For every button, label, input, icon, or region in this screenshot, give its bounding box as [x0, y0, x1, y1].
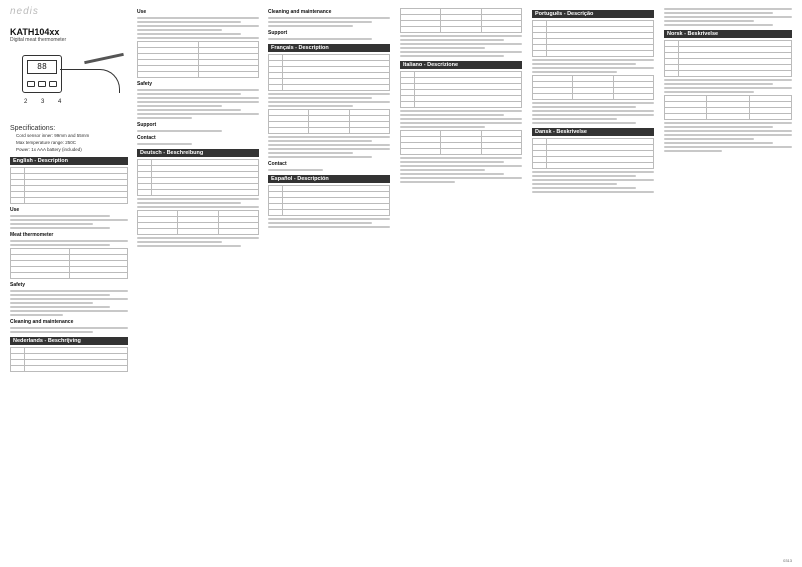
button-icon	[49, 81, 57, 87]
heading-contact: Contact	[268, 161, 287, 167]
section-title: Italiano - Descrizione	[400, 61, 522, 69]
temperature-table	[10, 248, 128, 279]
parts-table	[10, 167, 128, 204]
specs-title: Specifications:	[10, 125, 56, 132]
heading-contact: Contact	[137, 135, 156, 141]
spec-item: Cord sensor inner: 99mm and 55mm	[16, 133, 90, 138]
parts-table	[268, 185, 390, 216]
parts-table	[268, 54, 390, 91]
product-code: KATH104xx	[10, 27, 60, 37]
column-1	[10, 6, 128, 558]
spec-item: Power: 1x AAA battery (included)	[16, 147, 82, 152]
brand-logo: nedis	[10, 6, 39, 17]
temperature-table	[664, 95, 792, 120]
part-numbers: 2 3 4	[24, 99, 68, 105]
heading-safety: Safety	[137, 81, 153, 87]
section-title: English - Description	[10, 157, 128, 165]
thermometer-display: 88	[27, 60, 57, 74]
temperature-table	[400, 130, 522, 155]
temperature-table	[137, 41, 259, 78]
column-3	[268, 6, 390, 558]
heading-cleaning: Cleaning and maintenance	[268, 9, 332, 15]
temperature-table	[268, 109, 390, 134]
probe-icon	[84, 53, 124, 64]
product-subtitle: Digital meat thermometer	[10, 37, 67, 43]
heading-support: Support	[268, 30, 288, 36]
spec-item: Max temperature range: 250C	[16, 140, 77, 145]
section-title: Português - Descrição	[532, 10, 654, 18]
heading-safety: Safety	[10, 282, 26, 288]
section-title: Norsk - Beskrivelse	[664, 30, 792, 38]
button-icon	[38, 81, 46, 87]
column-2	[137, 6, 259, 558]
section-title: Français - Description	[268, 44, 390, 52]
heading-cleaning: Cleaning and maintenance	[10, 319, 74, 325]
parts-table	[532, 20, 654, 57]
heading-support: Support	[137, 122, 157, 128]
heading-use: Use	[10, 207, 20, 213]
temperature-table	[532, 75, 654, 100]
parts-table	[532, 138, 654, 169]
section-title: Deutsch - Beschreibung	[137, 149, 259, 157]
page-code: 0313	[783, 558, 792, 563]
button-icon	[27, 81, 35, 87]
column-4	[400, 6, 522, 558]
temperature-table	[400, 8, 522, 33]
column-6	[664, 6, 792, 558]
heading-use: Use	[137, 9, 147, 15]
probe-cable	[60, 69, 120, 93]
temperature-table	[137, 210, 259, 235]
parts-table	[664, 40, 792, 77]
parts-table	[137, 159, 259, 196]
thermometer-body	[22, 55, 62, 93]
parts-table	[400, 71, 522, 108]
device-illustration	[10, 49, 128, 119]
parts-table	[10, 347, 128, 372]
section-title: Nederlands - Beschrijving	[10, 337, 128, 345]
column-5	[532, 6, 654, 558]
section-title: Español - Descripción	[268, 175, 390, 183]
heading-meat: Meat thermometer	[10, 232, 54, 238]
section-title: Dansk - Beskrivelse	[532, 128, 654, 136]
